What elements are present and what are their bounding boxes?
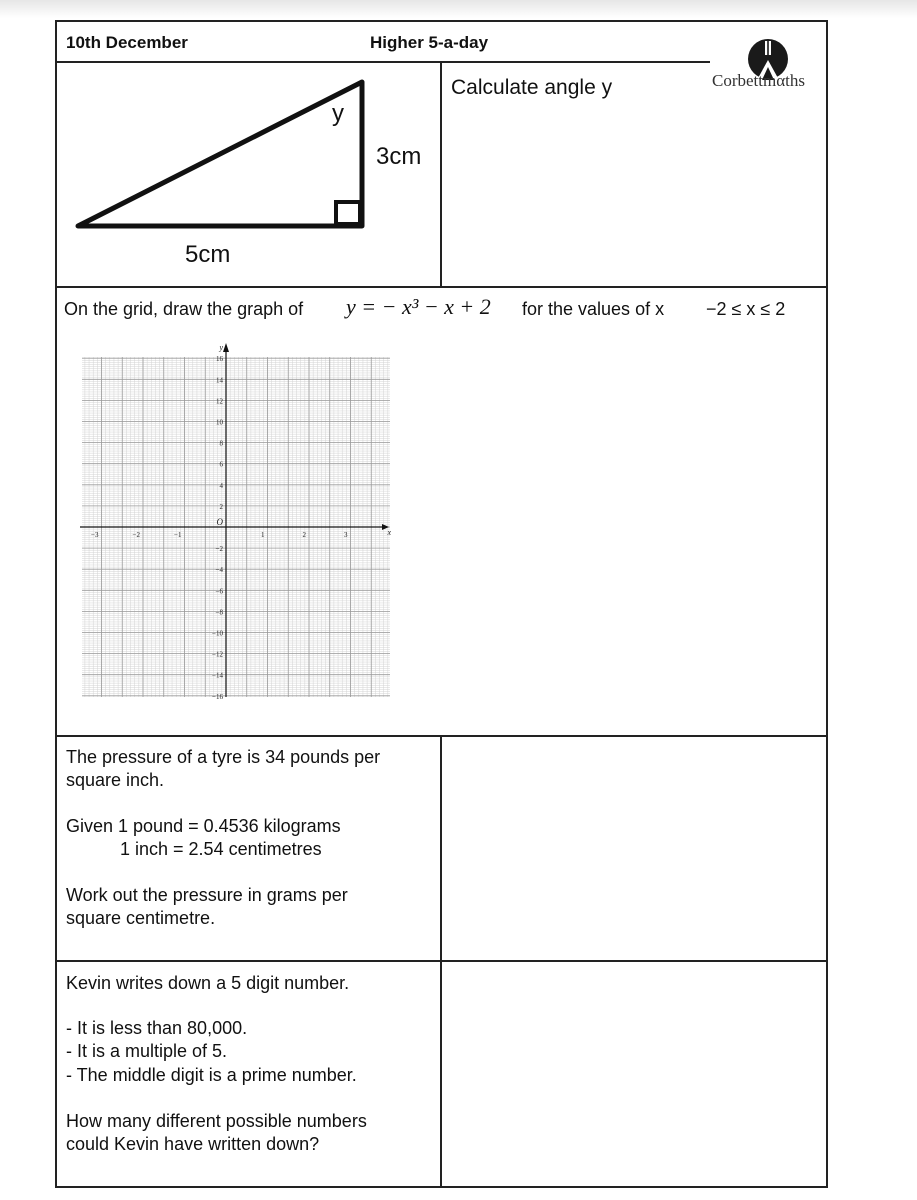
q3-task-1: Work out the pressure in grams per bbox=[66, 885, 348, 905]
y-tick-label: −10 bbox=[212, 629, 223, 638]
q3-task-2: square centimetre. bbox=[66, 908, 216, 928]
border-right bbox=[826, 20, 828, 1188]
side-5cm-label: 5cm bbox=[185, 241, 231, 268]
graph-grid-canvas bbox=[80, 340, 392, 700]
column-divider-q1 bbox=[440, 61, 442, 287]
y-tick-label: 4 bbox=[219, 481, 223, 490]
y-tick-label: 16 bbox=[216, 355, 223, 364]
q2-equation: y = − x³ − x + 2 bbox=[346, 294, 491, 319]
x-tick-label: −2 bbox=[132, 531, 140, 539]
x-tick-label: 2 bbox=[302, 531, 306, 539]
x-tick-label: −1 bbox=[174, 531, 182, 539]
q4-condition-3: - The middle digit is a prime number. bbox=[66, 1065, 357, 1085]
x-tick-label: 3 bbox=[344, 531, 348, 539]
brand-name: Corbettmαths bbox=[712, 71, 805, 90]
y-tick-label: −14 bbox=[212, 671, 223, 680]
x-tick-label: 1 bbox=[261, 531, 265, 539]
y-axis-arrow-icon bbox=[223, 343, 229, 352]
q4-condition-2: - It is a multiple of 5. bbox=[66, 1041, 228, 1061]
angle-y-label: y bbox=[332, 100, 344, 127]
y-tick-label: −16 bbox=[212, 692, 223, 700]
y-tick-label: 10 bbox=[216, 418, 223, 427]
x-tick-label: −3 bbox=[91, 531, 99, 539]
q4-condition-1: - It is less than 80,000. bbox=[66, 1018, 248, 1038]
border-left bbox=[55, 20, 57, 1188]
y-tick-label: 2 bbox=[219, 502, 223, 511]
q3-text-1: The pressure of a tyre is 34 pounds per bbox=[66, 747, 381, 767]
y-tick-label: 12 bbox=[216, 397, 223, 406]
q2-range: −2 ≤ x ≤ 2 bbox=[706, 299, 786, 319]
q3-text-2: square inch. bbox=[66, 770, 165, 790]
column-divider-q4 bbox=[440, 960, 442, 1187]
graph-grid[interactable] bbox=[80, 340, 392, 700]
header-title: Higher 5-a-day bbox=[370, 33, 489, 52]
divider-header bbox=[55, 61, 710, 63]
column-divider-q3 bbox=[440, 735, 442, 962]
q3-given-2: 1 inch = 2.54 centimetres bbox=[120, 839, 322, 859]
page-top-shadow bbox=[0, 0, 917, 18]
y-axis-label: y bbox=[219, 343, 223, 352]
y-tick-label: −12 bbox=[212, 650, 223, 659]
y-tick-label: −4 bbox=[215, 566, 223, 575]
y-tick-label: 14 bbox=[216, 376, 223, 385]
x-axis-label: x bbox=[387, 528, 391, 537]
side-3cm-label: 3cm bbox=[376, 143, 422, 170]
y-tick-label: −2 bbox=[215, 545, 223, 554]
y-tick-label: −6 bbox=[215, 587, 223, 596]
q4-question-1: How many different possible numbers bbox=[66, 1111, 367, 1131]
border-top bbox=[55, 20, 828, 22]
q1-prompt: Calculate angle y bbox=[451, 76, 613, 99]
y-tick-label: 8 bbox=[219, 439, 223, 448]
y-tick-label: 6 bbox=[219, 460, 223, 469]
q2-prompt-end: for the values of x bbox=[522, 299, 665, 319]
q3-given-1: Given 1 pound = 0.4536 kilograms bbox=[66, 816, 341, 836]
q2-prompt-start: On the grid, draw the graph of bbox=[64, 299, 304, 319]
q4-question-2: could Kevin have written down? bbox=[66, 1134, 320, 1154]
y-tick-label: −8 bbox=[215, 608, 223, 617]
q4-intro: Kevin writes down a 5 digit number. bbox=[66, 973, 350, 993]
origin-label: O bbox=[216, 517, 223, 527]
right-angle-marker bbox=[336, 202, 360, 224]
right-triangle-diagram bbox=[60, 66, 440, 281]
header-date: 10th December bbox=[66, 33, 188, 52]
